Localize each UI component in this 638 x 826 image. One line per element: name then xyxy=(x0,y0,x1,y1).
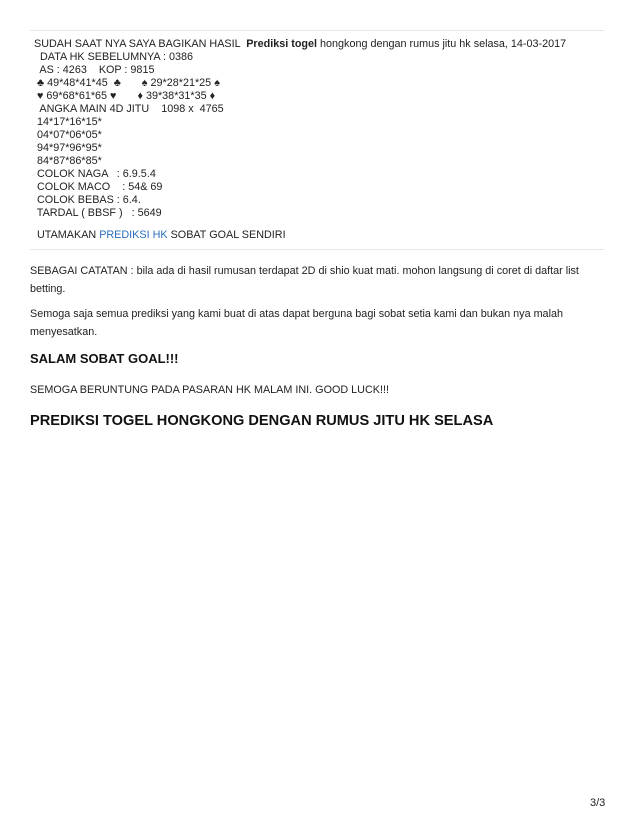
salam-heading: SALAM SOBAT GOAL!!! xyxy=(30,351,179,366)
data-line: 04*07*06*05* xyxy=(34,129,102,141)
semoga-paragraph: Semoga saja semua prediksi yang kami buat di atas dapat berguna bagi sobat setia kami dan bukan nya malah menyesatkan. xyxy=(30,308,563,338)
footer-suffix: SOBAT GOAL SENDIRI xyxy=(167,229,286,241)
data-line: 94*97*96*95* xyxy=(34,142,102,154)
data-line: DATA HK SEBELUMNYA : 0386 xyxy=(34,51,194,63)
prediction-box xyxy=(30,30,604,250)
footer-line xyxy=(34,229,286,242)
intro-prefix: SUDAH SAAT NYA SAYA BAGIKAN HASIL xyxy=(34,38,247,50)
data-line: 14*17*16*15* xyxy=(34,116,102,128)
good-luck-paragraph: SEMOGA BERUNTUNG PADA PASARAN HK MALAM INI. GOOD LUCK!!! xyxy=(30,384,389,396)
article-title: PREDIKSI TOGEL HONGKONG DENGAN RUMUS JITU HK SELASA xyxy=(30,413,494,429)
intro-suffix: hongkong dengan rumus jitu hk selasa, 14-03-2017 xyxy=(317,38,567,50)
prediksi-hk-link[interactable]: PREDIKSI HK xyxy=(99,229,168,241)
data-line: COLOK NAGA : 6.9.5.4 xyxy=(34,168,156,180)
page-number: 3/3 xyxy=(590,797,606,809)
data-line: AS : 4263 KOP : 9815 xyxy=(34,64,155,76)
data-line: ♥ 69*68*61*65 ♥ ♦ 39*38*31*35 ♦ xyxy=(34,90,216,102)
catatan-paragraph: SEBAGAI CATATAN : bila ada di hasil rumusan terdapat 2D di shio kuat mati. mohon langsung di coret di daftar list betting. xyxy=(30,265,579,295)
data-line: ♣ 49*48*41*45 ♣ ♠ 29*28*21*25 ♠ xyxy=(34,77,220,89)
footer-prefix: UTAMAKAN xyxy=(34,229,100,241)
data-line: TARDAL ( BBSF ) : 5649 xyxy=(34,207,162,219)
intro-line xyxy=(34,38,566,51)
intro-bold-keyword: Prediksi togel xyxy=(246,38,318,50)
data-line: ANGKA MAIN 4D JITU 1098 x 4765 xyxy=(34,103,224,115)
data-line: COLOK BEBAS : 6.4. xyxy=(34,194,141,206)
data-line: 84*87*86*85* xyxy=(34,155,102,167)
data-line: COLOK MACO : 54& 69 xyxy=(34,181,163,193)
